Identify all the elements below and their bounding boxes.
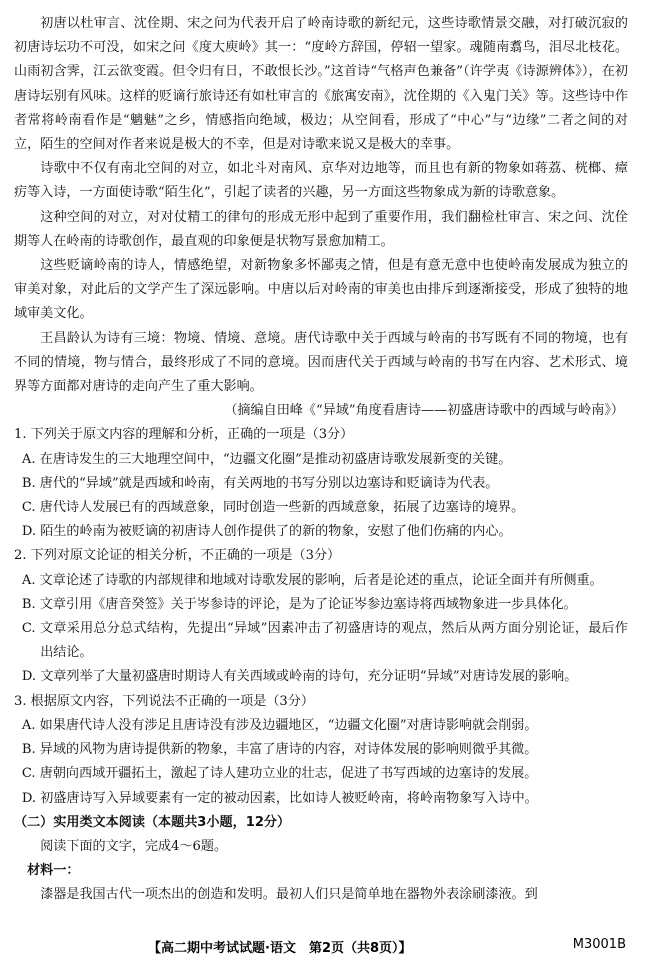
footer-title: 【高二期中考试试题·语文 第2页（共8页）】 [148, 941, 412, 956]
section-2 [14, 811, 628, 908]
passage-paragraph: 这种空间的对立，对对仗精工的律句的形成无形中起到了重要作用，我们翻检杜审言、宋之问、沈佺期等人在岭南的诗歌创作，最直观的印象便是状物写景愈加精工。 [14, 209, 628, 249]
question-option: D. 初盛唐诗写入异域要素有一定的被动因素，比如诗人被贬岭南，将岭南物象写入诗中。 [21, 790, 538, 806]
question-option: D. 文章列举了大量初盛唐时期诗人有关西域或岭南的诗句，充分证明“异域”对唐诗发展的影响。 [21, 669, 578, 685]
question-option: B. 唐代的“异域”就是西域和岭南，有关两地的书写分别以边塞诗和贬谪诗为代表。 [21, 475, 499, 491]
question-stem: 1. 下列关于原文内容的理解和分析，正确的一项是（3分） [14, 427, 354, 443]
question-option: B. 文章引用《唐音癸签》关于岑参诗的评论，是为了论证岑参边塞诗将西域物象进一步具体化。 [21, 596, 577, 612]
page-footer [0, 937, 648, 961]
question-1 [14, 423, 628, 544]
question-option: C. 唐朝向西域开疆拓土，激起了诗人建功立业的壮志，促进了书写西域的边塞诗的发展。 [21, 766, 538, 782]
question-option: B. 异域的风物为唐诗提供新的物象，丰富了唐诗的内容，对诗体发展的影响则微乎其微。 [21, 742, 538, 758]
question-stem: 3. 根据原文内容，下列说法不正确的一项是（3分） [14, 693, 314, 709]
passage-paragraph: 这些贬谪岭南的诗人，情感绝望，对新物象多怀鄙夷之情，但是有意无意中也使岭南发展成为独立的审美对象，对此后的文学产生了深远影响。中唐以后对岭南的审美也由排斥到逐渐接受，形成了独特的地域审美文化。 [14, 258, 628, 322]
question-option: A. 如果唐代诗人没有涉足且唐诗没有涉及边疆地区，“边疆文化圈”对唐诗影响就会削弱。 [21, 717, 538, 733]
passage-source: （摘编自田峰《“异域”角度看唐诗——初盛唐诗歌中的西域与岭南》） [224, 403, 624, 419]
question-option: D. 陌生的岭南为被贬谪的初唐诗人创作提供了的新的物象，安慰了他们伤痛的内心。 [21, 524, 512, 540]
passage-paragraph: 诗歌中不仅有南北空间的对立，如北斗对南风、京华对边地等，而且也有新的物象如蒋荔、桄榔、瘴疠等入诗，一方面使诗歌“陌生化”，引起了读者的兴趣，另一方面这些物象成为新的诗歌意象。 [14, 161, 628, 201]
footer-code: M3001B [572, 937, 626, 952]
question-3 [14, 690, 628, 811]
question-option: A. 文章论述了诗歌的内部规律和地域对诗歌发展的影响，后者是论述的重点，论证全面并有所侧重。 [21, 572, 603, 588]
question-option: C. 文章采用总分总式结构，先提出“异域”因素冲击了初盛唐诗的观点，然后从两方面分别论证，最后作出结论。 [21, 621, 628, 661]
section-heading: （二）实用类文本阅读（本题共3小题，12分） [14, 814, 291, 830]
section-instruction: 阅读下面的文字，完成4～6题。 [40, 838, 228, 854]
question-stem: 2. 下列对原文论证的相关分析，不正确的一项是（3分） [14, 548, 341, 564]
passage [14, 12, 628, 423]
passage-paragraph: 王昌龄认为诗有三境：物境、情境、意境。唐代诗歌中关于西域与岭南的书写既有不同的物境，也有不同的情境，物与情合，最终形成了不同的意境。因而唐代关于西域与岭南的书写在内容、艺术形式、境界等方面都对唐诗的走向产生了重大影响。 [14, 330, 628, 395]
question-2 [14, 544, 628, 689]
material-label: 材料一： [27, 863, 80, 879]
passage-paragraph: 初唐以杜审言、沈佺期、宋之问为代表开启了岭南诗歌的新纪元，这些诗歌情景交融，对打破沉寂的初唐诗坛功不可没，如宋之问《度大庾岭》其一：“度岭方辞国，停轺一望家。魂随南翥鸟，泪尽北枝花。山雨初含霁，江云欲变霞。但令归有日，不敢恨长沙。”这首诗“气格声色兼备”（许学夷《诗源辨体》），在初唐诗坛别有风味。这样的贬谪行旅诗还有如杜审言的《旅寓安南》，沈佺期的《入鬼门关》等。这些诗中作者常将岭南看作是“魑魅”之乡，情感指向绝域，极边；从空间看，形成了“中心”与“边缘”二者之间的对立，陌生的空间对作者来说是极大的不幸，但是对诗歌来说又是极大的幸事。 [14, 16, 628, 153]
question-option: C. 唐代诗人发展已有的西域意象，同时创造一些新的西域意象，拓展了边塞诗的境界。 [21, 500, 525, 516]
material-text: 漆器是我国古代一项杰出的创造和发明。最初人们只是简单地在器物外表涂刷漆液。到 [40, 887, 538, 903]
question-option: A. 在唐诗发生的三大地理空间中，“边疆文化圈”是推动初盛唐诗歌发展新变的关键。 [21, 451, 512, 467]
